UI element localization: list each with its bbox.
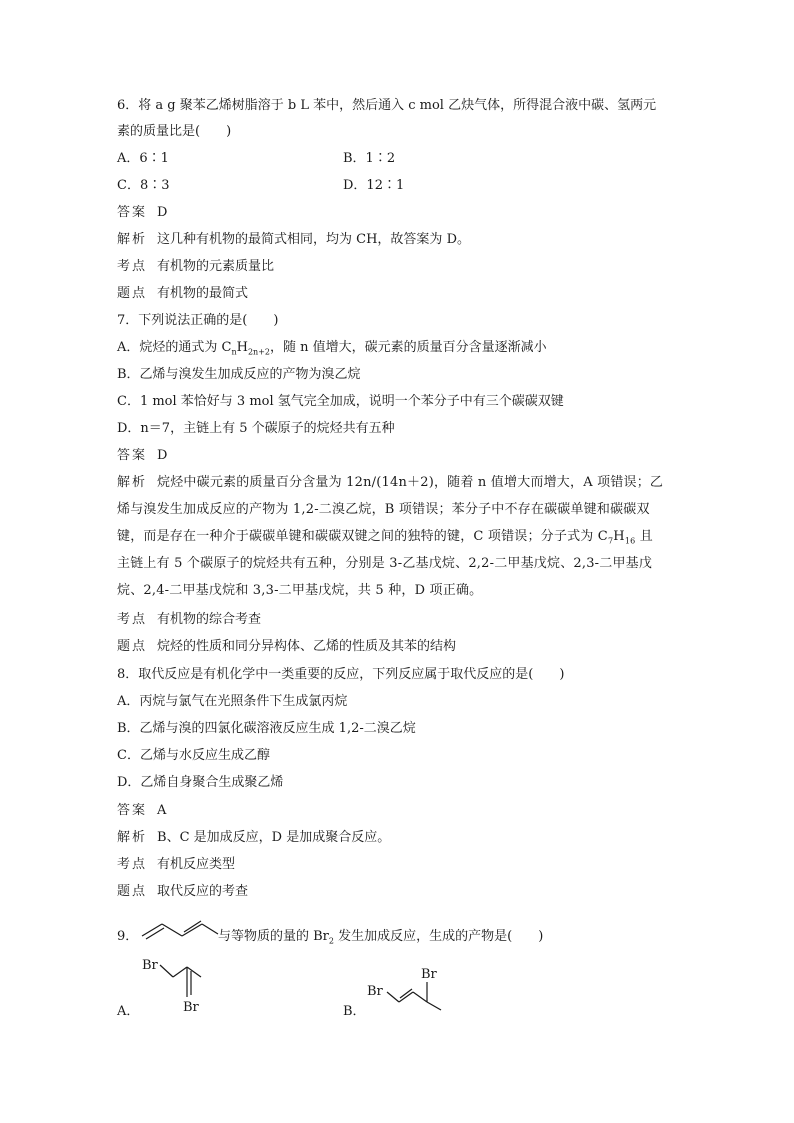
analysis-label: 解析	[117, 830, 148, 845]
q8-option-a: A．丙烷与氯气在光照条件下生成氯丙烷	[117, 694, 348, 709]
butadiene-structure	[140, 912, 220, 940]
br-atom: Br	[142, 958, 158, 973]
q7-analysis-line5: 烷、2,4-二甲基戊烷和 3,3-二甲基戊烷，共 5 种，D 项正确。	[117, 583, 483, 598]
q6-option-c: C．8∶3	[117, 178, 170, 193]
q7-option-b: B．乙烯与溴发生加成反应的产物为溴乙烷	[117, 367, 361, 382]
q7-answer	[117, 446, 167, 466]
analysis-label: 解析	[117, 475, 148, 490]
q7-tidian	[117, 637, 456, 657]
q6-option-d: D．12∶1	[343, 178, 405, 193]
q7-option-d: D．n＝7，主链上有 5 个碳原子的烷烃共有五种	[117, 421, 395, 436]
q7-option-a-text: A．烷烃的通式为 C	[117, 340, 232, 355]
q9-number: 9．	[117, 929, 139, 944]
q9-stem	[218, 927, 543, 947]
q7-analysis-line4: 主链上有 5 个碳原子的烷烃共有五种，分别是 3-乙基戊烷、2,2-二甲基戊烷、2,3-二甲基戊	[117, 556, 653, 571]
analysis-text: H	[613, 529, 625, 544]
bond	[413, 992, 427, 1002]
q7-option-a-text: H	[236, 340, 248, 355]
subscript: 2n+2	[247, 347, 271, 357]
answer-value: D	[157, 205, 168, 220]
tidian-text: 取代反应的考查	[157, 884, 249, 899]
kaodian-label: 考点	[117, 857, 148, 872]
kaodian-label: 考点	[117, 612, 148, 627]
kaodian-text: 有机物的元素质量比	[157, 259, 275, 274]
q8-option-b: B．乙烯与溴的四氯化碳溶液反应生成 1,2-二溴乙烷	[117, 721, 416, 736]
q8-option-c: C．乙烯与水反应生成乙醇	[117, 748, 270, 763]
q8-kaodian	[117, 855, 235, 875]
q7-option-a	[117, 338, 547, 358]
bond	[173, 967, 187, 977]
bond	[146, 928, 164, 939]
q6-option-a: A．6∶1	[117, 151, 169, 166]
q9-stem-text: 发生加成反应，生成的产物是( )	[334, 929, 544, 944]
bond	[427, 1002, 441, 1010]
br-atom: Br	[421, 967, 437, 982]
bond	[160, 965, 173, 977]
q6-answer	[117, 203, 167, 223]
option-b-structure	[365, 962, 450, 1012]
answer-label: 答案	[117, 448, 148, 463]
subscript: 7	[607, 536, 614, 546]
bond	[387, 992, 399, 1002]
q7-stem: 7．下列说法正确的是( )	[117, 313, 279, 328]
q8-answer	[117, 801, 166, 821]
subscript: n	[231, 347, 237, 357]
subscript: 16	[624, 536, 636, 546]
analysis-text: 这几种有机物的最简式相同，均为 CH，故答案为 D。	[157, 232, 470, 247]
answer-value: D	[157, 448, 168, 463]
bond	[142, 924, 162, 936]
q8-option-d: D．乙烯自身聚合生成聚乙烯	[117, 775, 284, 790]
analysis-label: 解析	[117, 232, 148, 247]
q7-analysis-line1	[117, 473, 663, 493]
analysis-text: 且	[635, 529, 653, 544]
q6-kaodian	[117, 257, 274, 277]
analysis-text: 键，而是存在一种介于碳碳单键和碳碳双键之间的独特的键，C 项错误；分子式为 C	[117, 529, 608, 544]
q8-stem: 8．取代反应是有机化学中一类重要的反应，下列反应属于取代反应的是( )	[117, 667, 565, 682]
analysis-text: 烷烃中碳元素的质量百分含量为 12n/(14n＋2)，随着 n 值增大而增大，A 项错误；乙	[157, 475, 664, 490]
bond	[182, 924, 202, 936]
br-atom: Br	[367, 984, 383, 999]
q6-option-b: B．1∶2	[343, 151, 396, 166]
q7-option-a-text: ，随 n 值增大，碳元素的质量百分含量逐渐减小	[270, 340, 547, 355]
tidian-label: 题点	[117, 884, 148, 899]
q6-tidian	[117, 284, 248, 304]
bond	[202, 924, 218, 934]
q7-option-c: C．1 mol 苯恰好与 3 mol 氢气完全加成，说明一个苯分子中有三个碳碳双键	[117, 394, 564, 409]
kaodian-text: 有机反应类型	[157, 857, 236, 872]
q9-option-b-label: B．	[343, 1004, 366, 1019]
tidian-label: 题点	[117, 286, 148, 301]
q9-option-a-label: A．	[117, 1004, 140, 1019]
option-a-structure	[140, 955, 210, 1015]
tidian-text: 烷烃的性质和同分异构体、乙烯的性质及其苯的结构	[157, 639, 457, 654]
q8-analysis	[117, 828, 390, 848]
q7-kaodian	[117, 610, 261, 630]
tidian-text: 有机物的最简式	[157, 286, 249, 301]
tidian-label: 题点	[117, 639, 148, 654]
answer-value: A	[157, 803, 167, 818]
q6-stem-line1: 6．将 a g 聚苯乙烯树脂溶于 b L 苯中，然后通入 c mol 乙炔气体，所得混合液中碳、氢两元	[117, 98, 657, 113]
q9-stem-text: 与等物质的量的 Br	[218, 929, 329, 944]
answer-label: 答案	[117, 803, 148, 818]
subscript: 2	[328, 936, 334, 946]
br-atom: Br	[183, 1000, 199, 1015]
q7-analysis-line2: 烯与溴发生加成反应的产物为 1,2-二溴乙烷，B 项错误；苯分子中不存在碳碳单键和碳碳双	[117, 502, 650, 517]
q7-analysis-line3	[117, 527, 653, 547]
q6-analysis	[117, 230, 470, 250]
kaodian-text: 有机物的综合考查	[157, 612, 262, 627]
answer-label: 答案	[117, 205, 148, 220]
kaodian-label: 考点	[117, 259, 148, 274]
q6-stem-line2: 素的质量比是( )	[117, 124, 232, 139]
analysis-text: B、C 是加成反应，D 是加成聚合反应。	[157, 830, 391, 845]
bond	[162, 924, 182, 936]
q8-tidian	[117, 882, 248, 902]
bond	[187, 967, 201, 977]
